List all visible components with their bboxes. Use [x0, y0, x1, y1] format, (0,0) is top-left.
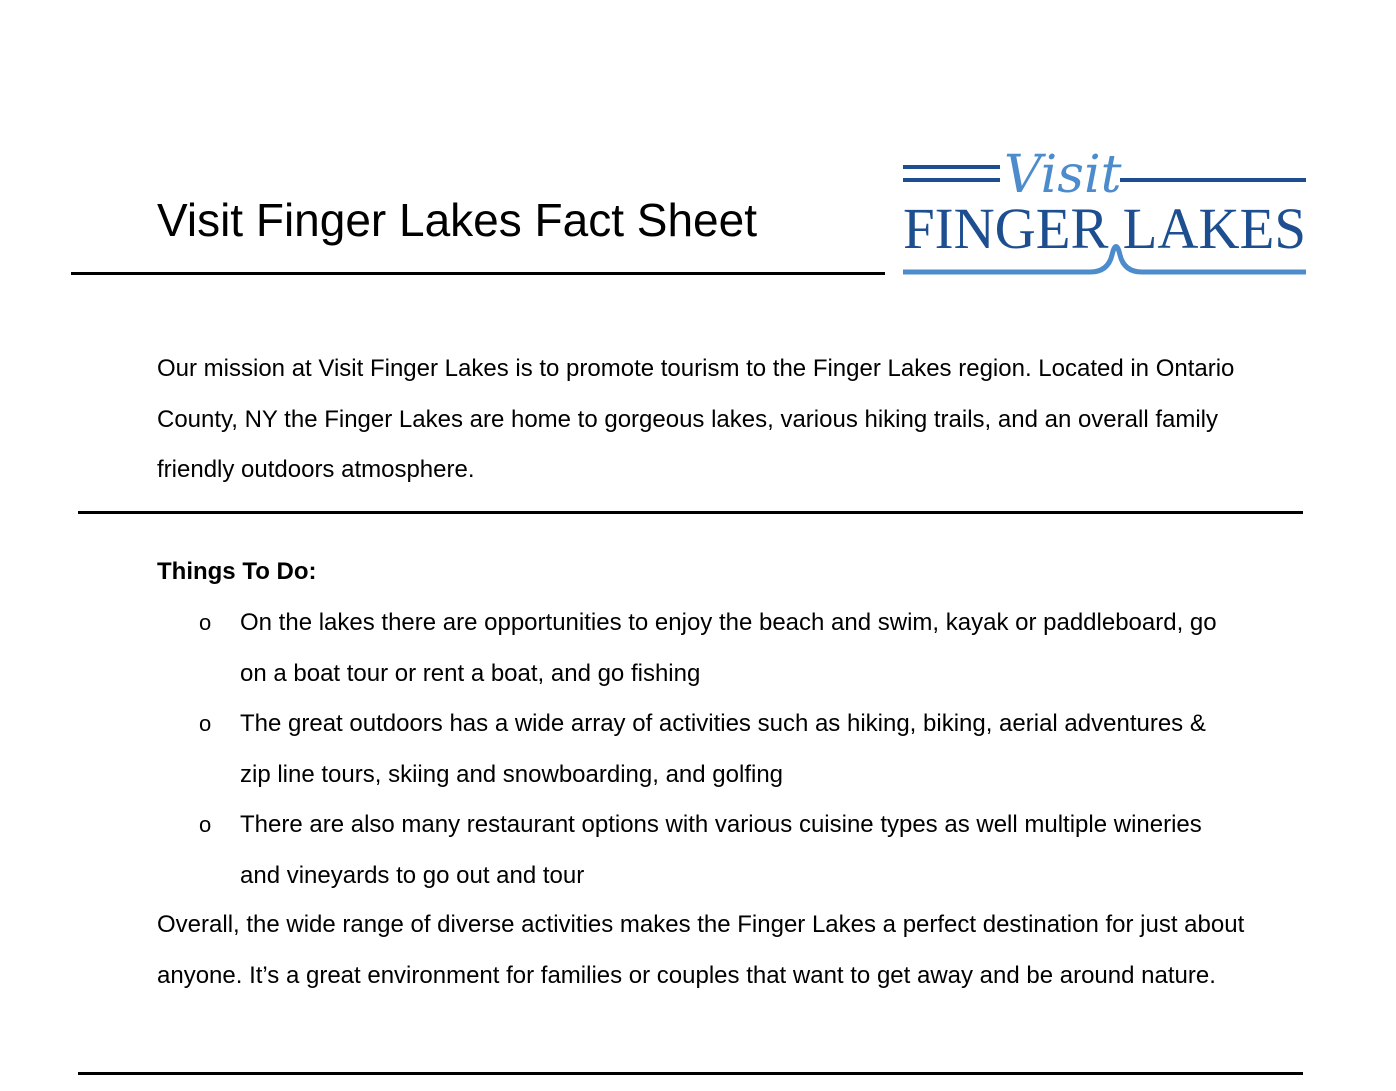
- bullet-icon: o: [199, 610, 212, 635]
- list-item-text: On the lakes there are opportunities to enjoy the beach and swim, kayak or paddleboard, go on a boat tour or rent a boat, and go fishing: [240, 609, 1217, 687]
- list-item: [0, 598, 1220, 699]
- section-divider: [78, 1072, 1303, 1075]
- things-to-do-heading: Things To Do:: [157, 558, 317, 585]
- bullet-icon: o: [199, 812, 212, 837]
- mission-statement: Our mission at Visit Finger Lakes is to promote tourism to the Finger Lakes region. Located in Ontario County, NY the Finger Lakes are home to gorgeous lakes, various hiking trails, and an overall family friendly outdoors atmosphere.: [157, 355, 1235, 483]
- summary-paragraph: Overall, the wide range of diverse activities makes the Finger Lakes a perfect destination for just about anyone. It’s a great environment for families or couples that want to get away and be around nature.: [157, 911, 1245, 989]
- list-item: [0, 699, 1220, 800]
- logo-script-text: Visit: [1004, 145, 1122, 205]
- list-item-text: There are also many restaurant options with various cuisine types as well multiple wineries and vineyards to go out and tour: [240, 811, 1202, 889]
- title-divider: [71, 272, 885, 275]
- activity-list: [0, 598, 1220, 901]
- section-divider: [78, 511, 1303, 514]
- logo-wordmark-text: FINGER LAKES: [903, 196, 1306, 261]
- list-item-text: The great outdoors has a wide array of activities such as hiking, biking, aerial adventures & zip line tours, skiing and snowboarding, and golfing: [240, 710, 1206, 788]
- list-item: [0, 800, 1220, 901]
- visit-finger-lakes-logo: [900, 140, 1310, 282]
- bullet-icon: o: [199, 711, 212, 736]
- page-title: Visit Finger Lakes Fact Sheet: [157, 194, 757, 246]
